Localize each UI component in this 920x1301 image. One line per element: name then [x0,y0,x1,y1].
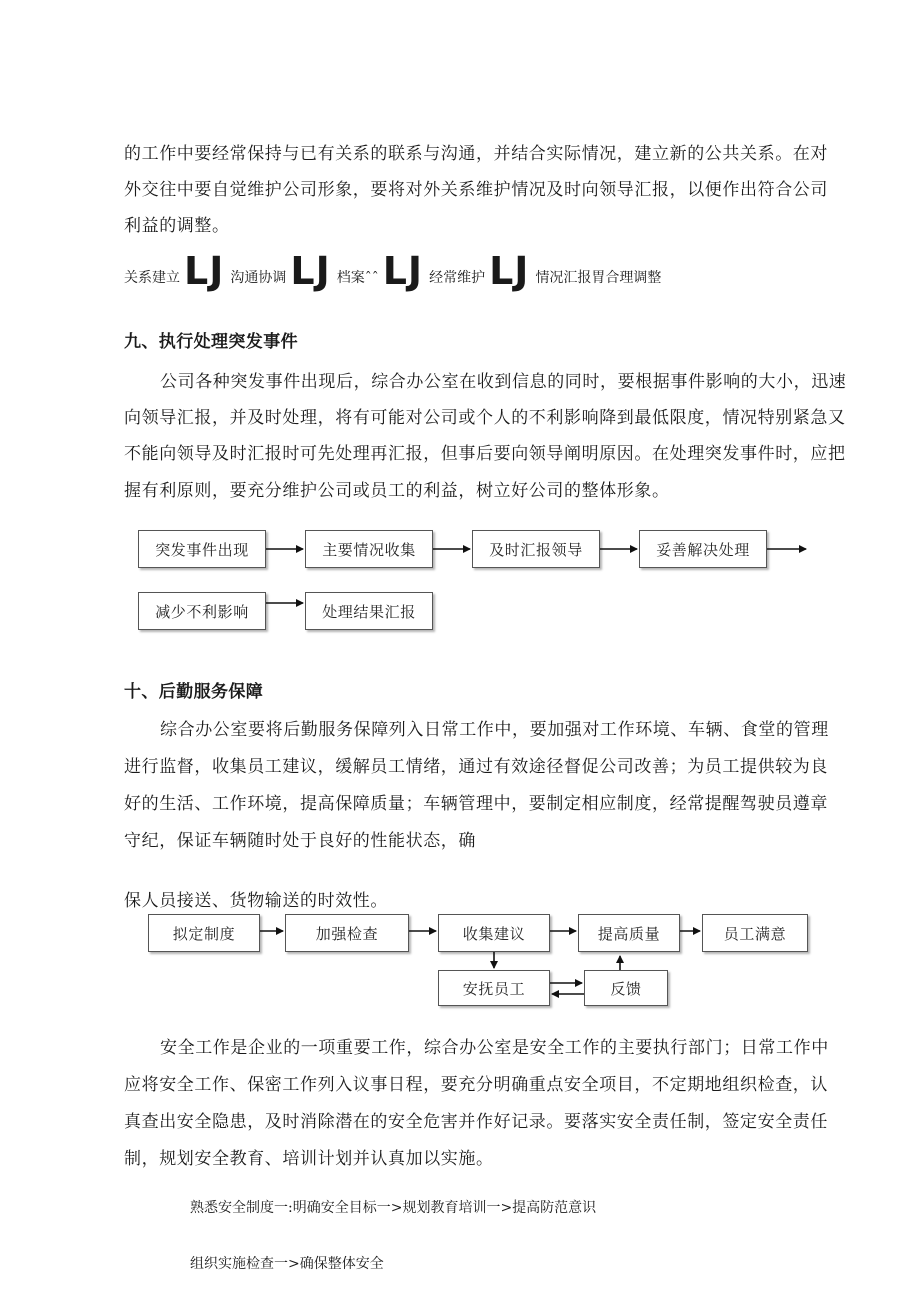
safety-line-1: 安全工作是企业的一项重要工作，综合办公室是安全工作的主要执行部门；日常工作中 [160,1038,829,1058]
safety-line-2: 应将安全工作、保密工作列入议事日程，要充分明确重点安全项目，不定期地组织检查，认 [124,1075,828,1095]
relation-item-4: 经常维护 [429,270,486,286]
flow10-improve-quality: 提高质量 [578,914,680,952]
flow9-step-3: 及时汇报领导 [472,530,600,568]
lj-separator: LJ [290,249,331,293]
flow9-step-6: 处理结果汇报 [305,592,433,630]
intro-line-3: 利益的调整。 [124,216,230,236]
flow10-collect-suggestions: 收集建议 [438,914,550,952]
section10-line-4: 守纪，保证车辆随时处于良好的性能状态，确 [124,831,476,851]
section10-line-2: 进行监督，收集员工建议，缓解员工情绪，通过有效途径督促公司改善；为员工提供较为良 [124,757,828,777]
safety-line-4: 制，规划安全教育、培训计划并认真加以实施。 [124,1149,494,1169]
section10-line-3: 好的生活、工作环境，提高保障质量；车辆管理中，要制定相应制度，经常提醒驾驶员遵章 [124,794,828,814]
section10-line-after: 保人员接送、货物输送的时效性。 [124,891,388,911]
section9-line-2: 向领导汇报，并及时处理，将有可能对公司或个人的不利影响降到最低限度，情况特别紧急又 [124,408,846,428]
lj-separator: LJ [184,249,225,293]
intro-line-1: 的工作中要经常保持与已有关系的联系与沟通，并结合实际情况，建立新的公共关系。在对 [124,144,828,164]
relation-item-3: 档案ˆˆ [336,270,379,286]
safety-flow-line-1: 熟悉安全制度一:明确安全目标一>规划教育培训一>提高防范意识 [190,1200,597,1216]
section9-line-3: 不能向领导及时汇报时可先处理再汇报，但事后要向领导阐明原因。在处理突发事件时，应把 [124,444,846,464]
section9-line-1: 公司各种突发事件出现后，综合办公室在收到信息的同时，要根据事件影响的大小，迅速 [160,372,847,392]
flow10-staff-satisfied: 员工满意 [702,914,808,952]
flow9-step-2: 主要情况收集 [305,530,433,568]
relation-item-5: 情况汇报胃合理调整 [535,270,662,286]
section9-line-4: 握有利原则，要充分维护公司或员工的利益，树立好公司的整体形象。 [124,481,670,501]
flow9-step-5: 减少不利影响 [138,592,266,630]
safety-flow-line-2: 组织实施检查一>确保整体安全 [190,1256,384,1272]
flow10-strengthen-check: 加强检查 [285,914,409,952]
relation-item-2: 沟通协调 [230,270,287,286]
flow10-feedback: 反馈 [584,970,668,1006]
section10-heading: 十、后勤服务保障 [124,682,264,702]
flow10-comfort-staff: 安抚员工 [438,970,550,1006]
section9-heading: 九、执行处理突发事件 [124,332,298,352]
relation-item-1: 关系建立 [124,270,180,286]
safety-line-3: 真查出安全隐患，及时消除潜在的安全危害并作好记录。要落实安全责任制，签定安全责任 [124,1112,828,1132]
flow10-draft-rules: 拟定制度 [148,914,260,952]
flow9-step-4: 妥善解决处理 [639,530,767,568]
lj-separator: LJ [489,249,530,293]
intro-line-2: 外交往中要自觉维护公司形象，要将对外关系维护情况及时向领导汇报，以便作出符合公司 [124,180,828,200]
section10-line-1: 综合办公室要将后勤服务保障列入日常工作中，要加强对工作环境、车辆、食堂的管理 [160,720,829,740]
lj-separator: LJ [382,249,424,293]
flow9-step-1: 突发事件出现 [138,530,266,568]
